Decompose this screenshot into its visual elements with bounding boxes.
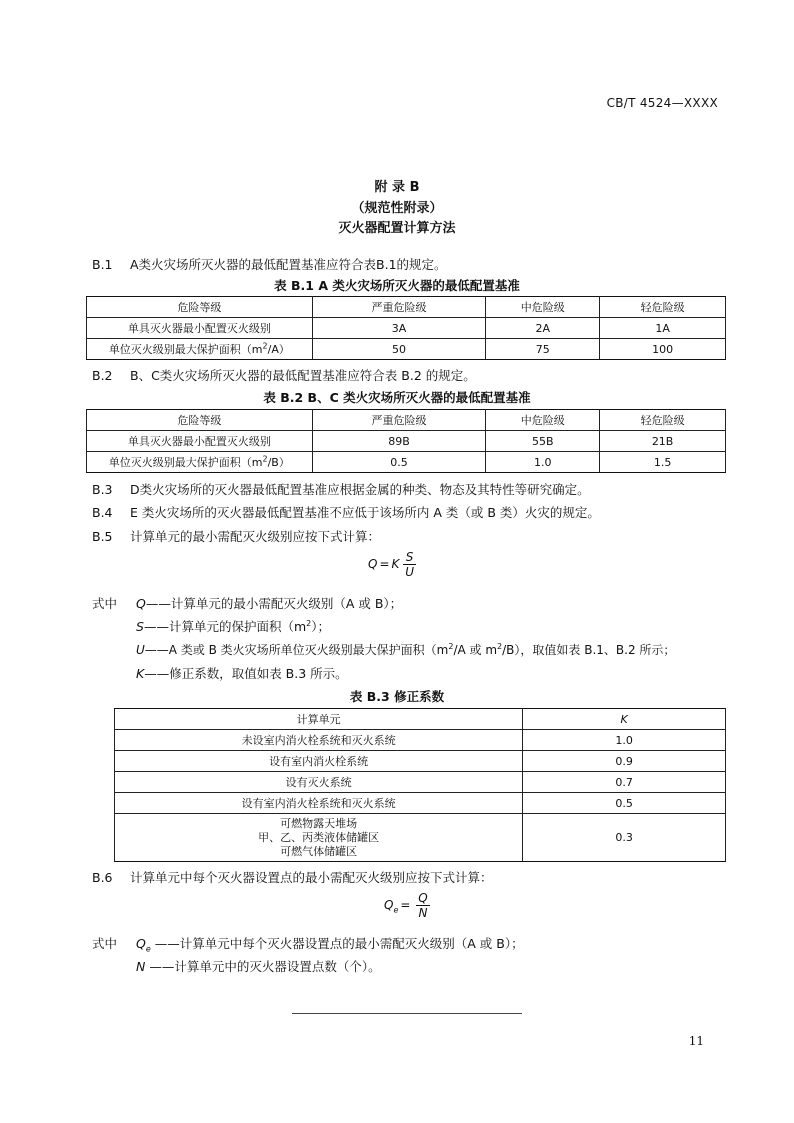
clause-text: D类火灾场所的灭火器最低配置基准应根据金属的种类、物态及其特性等研究确定。 [130, 482, 590, 497]
superscript: 2 [448, 642, 454, 651]
table-cell [87, 452, 313, 473]
page-number: 11 [688, 1034, 704, 1048]
formula-symbol: K [136, 666, 145, 681]
header-cell: 严重危险级 [312, 410, 486, 431]
where-u [136, 641, 675, 658]
clause-text: A类火灾场所灭火器的最低配置基准应符合表B.1的规定。 [130, 257, 447, 272]
table-b3 [114, 708, 726, 862]
cell-text: /B） [267, 456, 290, 469]
clause-text: 计算单元中每个灭火器设置点的最小需配灭火级别应按下式计算： [130, 870, 493, 885]
header-cell: 轻危险级 [600, 297, 726, 318]
table-header-row [87, 410, 726, 431]
superscript: 2 [262, 454, 268, 464]
clause-text: E 类火灾场所的灭火器最低配置基准不应低于该场所内 A 类（或 B 类）火灾的规定。 [130, 505, 600, 520]
table-row [87, 431, 726, 452]
table-cell: 2A [486, 318, 600, 339]
formula-equals: = [379, 557, 390, 571]
document-code: CB/T 4524—XXXX [606, 96, 718, 110]
where-qe [92, 934, 524, 954]
formula-qe [384, 891, 430, 920]
table-cell: 0.5 [523, 793, 726, 814]
table-cell: 75 [486, 339, 600, 360]
where-lead: 式中 [92, 936, 118, 951]
table-cell: 0.7 [523, 772, 726, 793]
table-cell: 设有室内消火栓系统 [115, 751, 523, 772]
fraction-denominator: U [405, 565, 415, 579]
clause-number: B.3 [92, 482, 113, 497]
cell-text: 单位灭火级别最大保护面积（m [108, 456, 263, 469]
table-header-row [87, 297, 726, 318]
table-cell: 0.3 [523, 814, 726, 862]
definition-text: ——计算单元中每个灭火器设置点的最小需配灭火级别（A 或 B）； [150, 936, 524, 951]
appendix-label: 附 录 B [374, 180, 420, 195]
table-cell: 0.5 [312, 452, 486, 473]
cell-line: 甲、乙、丙类液体储罐区 [258, 830, 380, 844]
where-lead: 式中 [92, 596, 118, 611]
clause-number: B.6 [92, 870, 113, 885]
table-cell: 单具灭火器最小配置灭火级别 [87, 318, 313, 339]
formula-symbol: S [136, 619, 144, 634]
clause-number: B.2 [92, 368, 113, 383]
table-b2-caption: 表 B.2 B、C 类火灾场所灭火器的最低配置基准 [263, 390, 531, 405]
cell-line: 可燃物露天堆场 [280, 816, 358, 830]
definition-text: ——修正系数，取值如表 B.3 所示。 [144, 666, 348, 681]
table-row [115, 730, 726, 751]
definition-text: ——计算单元的最小需配灭火级别（A 或 B）； [145, 596, 403, 611]
table-b2 [86, 409, 726, 473]
formula-subscript: e [393, 905, 399, 915]
table-row [115, 814, 726, 862]
superscript: 2 [306, 618, 312, 628]
table-row [115, 793, 726, 814]
clause-number: B.5 [92, 529, 113, 544]
clause-b4 [92, 503, 600, 521]
cell-line: 可燃气体储罐区 [280, 844, 358, 858]
fraction-numerator: S [403, 550, 416, 565]
table-cell: 未设室内消火栓系统和灭火系统 [115, 730, 523, 751]
table-cell: 50 [312, 339, 486, 360]
header-cell: 危险等级 [87, 410, 313, 431]
table-cell: 3A [312, 318, 486, 339]
where-s [136, 617, 330, 635]
cell-text: /A） [267, 343, 290, 356]
table-b1 [86, 296, 726, 360]
clause-number: B.4 [92, 505, 113, 520]
table-cell: 1.0 [486, 452, 600, 473]
header-cell: 严重危险级 [312, 297, 486, 318]
table-cell: 1.5 [600, 452, 726, 473]
table-cell: 单具灭火器最小配置灭火级别 [87, 431, 313, 452]
definition-text: ——A 类或 B 类火灾场所单位灭火级别最大保护面积（m [144, 643, 449, 657]
table-row [87, 339, 726, 360]
header-cell: 计算单元 [115, 709, 523, 730]
table-header-row [115, 709, 726, 730]
clause-b2 [92, 366, 476, 384]
formula-symbol: Q [368, 557, 378, 571]
formula-symbol: Q [136, 936, 146, 951]
superscript: 2 [497, 642, 503, 651]
definition-text: /A 或 m [453, 643, 498, 657]
appendix-title: 灭火器配置计算方法 [338, 221, 456, 236]
formula-symbol: U [136, 643, 145, 657]
definition-text: /B），取值如表 B.1、B.2 所示； [502, 643, 676, 657]
clause-b6 [92, 868, 493, 886]
table-cell [87, 339, 313, 360]
table-cell [115, 814, 523, 862]
table-cell: 0.9 [523, 751, 726, 772]
header-cell: 中危险级 [486, 297, 600, 318]
table-cell: 89B [312, 431, 486, 452]
table-b1-caption: 表 B.1 A 类火灾场所灭火器的最低配置基准 [274, 278, 520, 293]
table-cell: 21B [600, 431, 726, 452]
table-row [87, 452, 726, 473]
formula-q [368, 550, 416, 579]
clause-text: B、C类火灾场所灭火器的最低配置基准应符合表 B.2 的规定。 [130, 368, 476, 383]
formula-symbol: N [136, 959, 146, 974]
table-row [87, 318, 726, 339]
table-cell: 设有灭火系统 [115, 772, 523, 793]
footer-divider [292, 1013, 522, 1014]
where-q [92, 594, 402, 612]
fraction-denominator: N [418, 906, 428, 920]
superscript: 2 [262, 341, 268, 351]
definition-text: ——计算单元中的灭火器设置点数（个）。 [145, 959, 381, 974]
table-cell: 1.0 [523, 730, 726, 751]
fraction-numerator: Q [418, 891, 428, 905]
formula-equals: = [400, 898, 411, 912]
cell-text: 单位灭火级别最大保护面积（m [108, 343, 263, 356]
formula-fraction [403, 550, 416, 579]
formula-symbol: Q [136, 596, 146, 611]
table-cell: 100 [600, 339, 726, 360]
header-cell: 危险等级 [87, 297, 313, 318]
appendix-type: （规范性附录） [351, 201, 443, 216]
where-k [136, 664, 348, 682]
definition-text: ）； [311, 619, 330, 634]
clause-b3 [92, 480, 590, 498]
clause-b5 [92, 527, 380, 545]
clause-b1 [92, 255, 447, 273]
header-cell: K [523, 709, 726, 730]
table-cell: 55B [486, 431, 600, 452]
table-cell: 设有室内消火栓系统和灭火系统 [115, 793, 523, 814]
definition-text: ——计算单元的保护面积（m [143, 619, 307, 634]
header-cell: 轻危险级 [600, 410, 726, 431]
clause-number: B.1 [92, 257, 113, 272]
table-b3-caption: 表 B.3 修正系数 [349, 689, 445, 704]
formula-symbol: Q [384, 898, 394, 912]
formula-subscript: e [145, 944, 151, 954]
header-cell: 中危险级 [486, 410, 600, 431]
table-row [115, 772, 726, 793]
where-n [136, 957, 381, 975]
clause-text: 计算单元的最小需配灭火级别应按下式计算： [130, 529, 381, 544]
table-row [115, 751, 726, 772]
formula-symbol: K [391, 557, 400, 571]
formula-fraction [416, 891, 429, 920]
table-cell: 1A [600, 318, 726, 339]
